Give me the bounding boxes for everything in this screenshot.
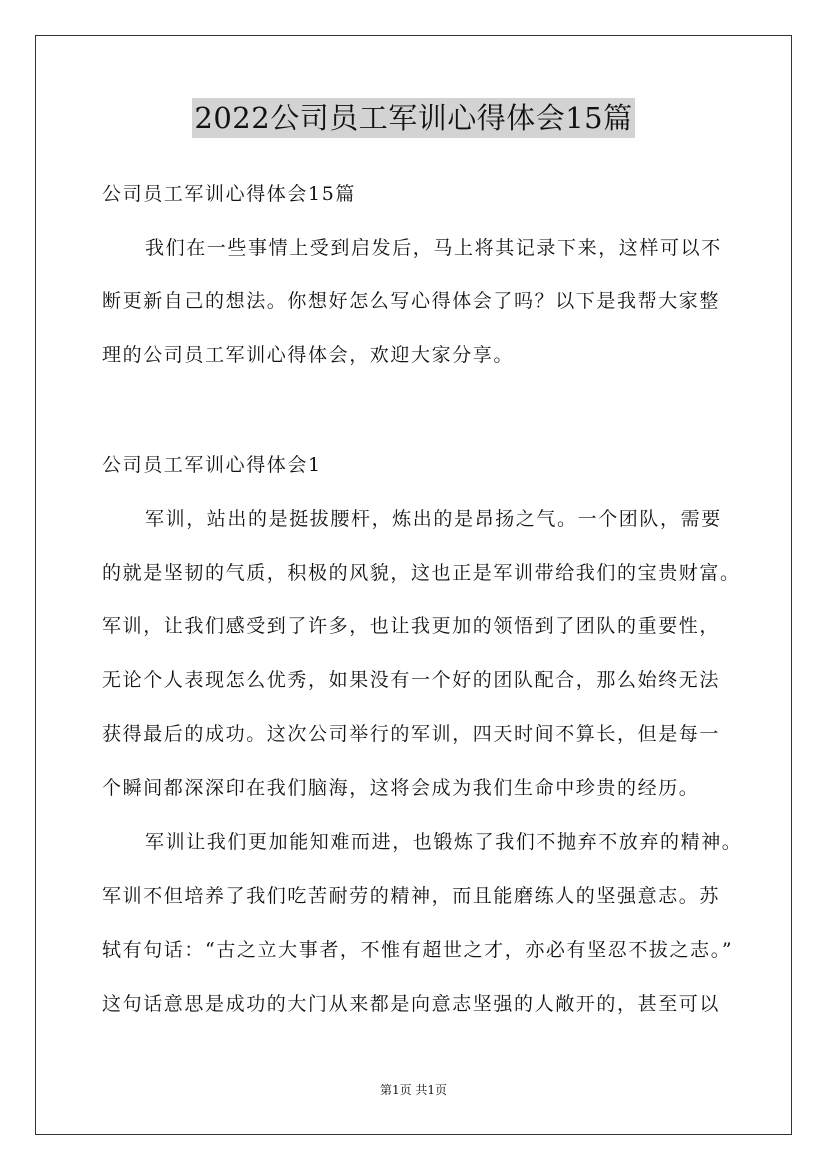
document-subtitle: 公司员工军训心得体会15篇 bbox=[102, 183, 356, 205]
paragraph-line: 无论个人表现怎么优秀，如果没有一个好的团队配合，那么始终无法 bbox=[102, 669, 721, 691]
intro-line-1: 我们在一些事情上受到启发后，马上将其记录下来，这样可以不 bbox=[145, 237, 722, 259]
paragraph-line: 的就是坚韧的气质，积极的风貌，这也正是军训带给我们的宝贵财富。 bbox=[102, 562, 741, 584]
page-number: 第1页 共1页 bbox=[379, 1083, 448, 1097]
section-heading: 公司员工军训心得体会1 bbox=[102, 454, 322, 476]
paragraph-line: 军训，站出的是挺拔腰杆，炼出的是昂扬之气。一个团队，需要 bbox=[145, 508, 722, 530]
paragraph-line: 个瞬间都深深印在我们脑海，这将会成为我们生命中珍贵的经历。 bbox=[102, 777, 700, 799]
intro-line-3: 理的公司员工军训心得体会，欢迎大家分享。 bbox=[102, 344, 515, 366]
paragraph-line: 军训让我们更加能知难而进，也锻炼了我们不抛弃不放弃的精神。 bbox=[145, 831, 743, 853]
paragraph-line: 轼有句话：“古之立大事者，不惟有超世之才，亦必有坚忍不拔之志。” bbox=[102, 939, 734, 961]
paragraph-line: 这句话意思是成功的大门从来都是向意志坚强的人敞开的，甚至可以 bbox=[102, 993, 721, 1015]
paragraph-line: 获得最后的成功。这次公司举行的军训，四天时间不算长，但是每一 bbox=[102, 723, 721, 745]
title-container bbox=[0, 98, 827, 138]
intro-line-2: 断更新自己的想法。你想好怎么写心得体会了吗？以下是我帮大家整 bbox=[102, 290, 721, 312]
paragraph-line: 军训不但培养了我们吃苦耐劳的精神，而且能磨练人的坚强意志。苏 bbox=[102, 885, 721, 907]
document-title: 2022公司员工军训心得体会15篇 bbox=[192, 98, 634, 138]
paragraph-line: 军训，让我们感受到了许多，也让我更加的领悟到了团队的重要性， bbox=[102, 615, 721, 637]
